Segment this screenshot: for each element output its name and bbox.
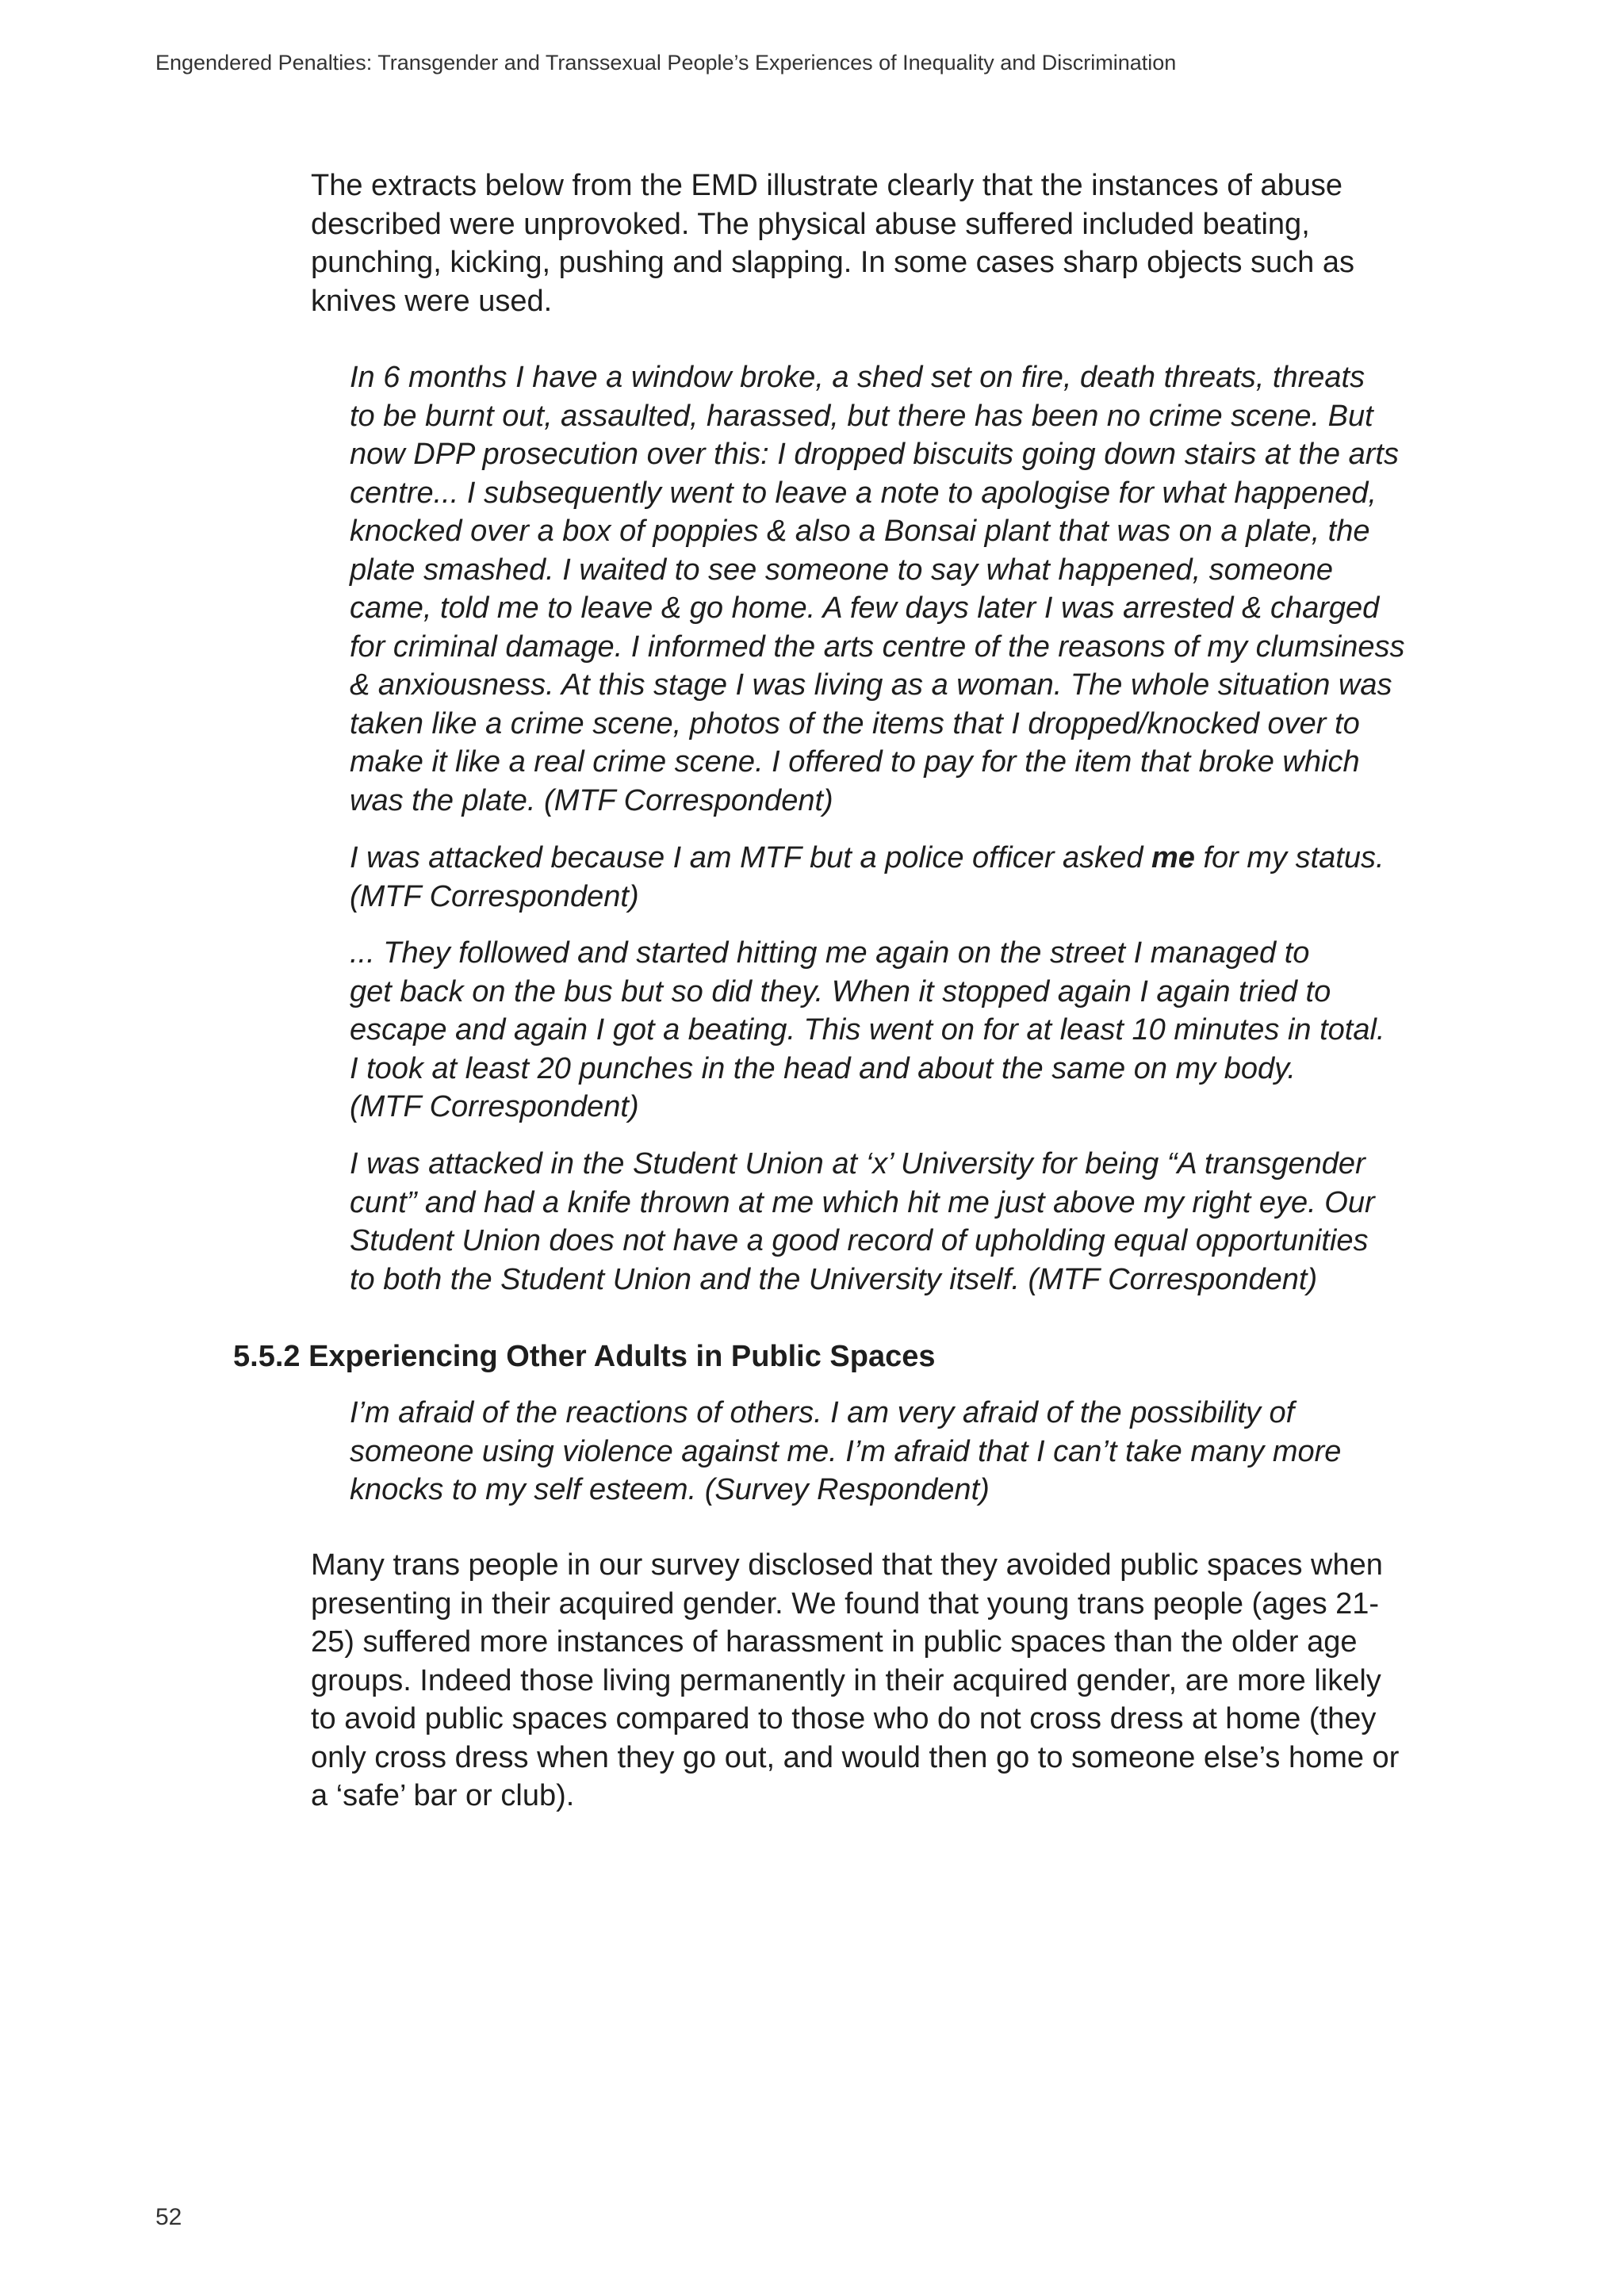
emphasis-text: me	[1151, 841, 1195, 874]
quote-line: get back on the bus but so did they. When it stopped again I again tried to	[350, 974, 1331, 1008]
quote-line: knocks to my self esteem. (Survey Respondent)	[350, 1473, 990, 1506]
quote-line: I was attacked in the Student Union at ‘x’ University for being “A transgender	[350, 1147, 1365, 1181]
quote-line: centre... I subsequently went to leave a note to apologise for what happened,	[350, 476, 1377, 510]
text-line: a ‘safe’ bar or club).	[311, 1779, 575, 1812]
quote-line: I took at least 20 punches in the head and about the same on my body.	[350, 1051, 1296, 1085]
quote-block	[350, 358, 1492, 820]
quote-line	[350, 839, 1492, 878]
quote-line: In 6 months I have a window broke, a shed set on fire, death threats, threats	[350, 361, 1365, 394]
text-line: 25) suffered more instances of harassment in public spaces than the older age	[311, 1625, 1358, 1659]
text-line: knives were used.	[311, 284, 553, 318]
running-header: Engendered Penalties: Transgender and Transsexual People’s Experiences of Inequality and Discrimination	[155, 51, 1177, 75]
closing-paragraph	[311, 1546, 1484, 1816]
intro-paragraph	[311, 166, 1484, 320]
quote-line: I’m afraid of the reactions of others. I am very afraid of the possibility of	[350, 1396, 1295, 1429]
quote-line: someone using violence against me. I’m afraid that I can’t take many more	[350, 1434, 1342, 1468]
text-line: presenting in their acquired gender. We found that young trans people (ages 21-	[311, 1586, 1380, 1621]
quote-line: came, told me to leave & go home. A few days later I was arrested & charged	[350, 591, 1380, 625]
quote-line: plate smashed. I waited to see someone to say what happened, someone	[350, 553, 1334, 587]
quote-line: ... They followed and started hitting me again on the street I managed to	[350, 936, 1310, 970]
text-line: Many trans people in our survey disclosed that they avoided public spaces when	[311, 1548, 1383, 1582]
quote-block	[350, 934, 1492, 1127]
quote-line: taken like a crime scene, photos of the items that I dropped/knocked over to	[350, 706, 1360, 740]
quote-block	[350, 1394, 1492, 1510]
text-line: groups. Indeed those living permanently in their acquired gender, are more likely	[311, 1663, 1381, 1697]
quote-text: for my status.	[1194, 841, 1385, 874]
quote-line: make it like a real crime scene. I offered to pay for the item that broke which	[350, 745, 1360, 779]
quote-block	[350, 1145, 1492, 1299]
text-line: The extracts below from the EMD illustrate clearly that the instances of abuse	[311, 169, 1343, 202]
quote-text: I was attacked because I am MTF but a police officer asked	[350, 841, 1152, 874]
quote-line: (MTF Correspondent)	[350, 879, 639, 913]
quote-line: knocked over a box of poppies & also a Bonsai plant that was on a plate, the	[350, 515, 1370, 548]
text-line: only cross dress when they go out, and would then go to someone else’s home or	[311, 1740, 1400, 1774]
text-line: punching, kicking, pushing and slapping. In some cases sharp objects such as	[311, 246, 1355, 279]
quote-line: (MTF Correspondent)	[350, 1090, 639, 1123]
quote-line: escape and again I got a beating. This went on for at least 10 minutes in total.	[350, 1013, 1385, 1047]
quote-line: now DPP prosecution over this: I dropped biscuits going down stairs at the arts	[350, 438, 1399, 471]
quote-line: to be burnt out, assaulted, harassed, but there has been no crime scene. But	[350, 399, 1373, 433]
page-number: 52	[155, 2204, 182, 2230]
quote-line: was the plate. (MTF Correspondent)	[350, 783, 833, 817]
quote-line: Student Union does not have a good record of upholding equal opportunities	[350, 1224, 1369, 1257]
text-line: described were unprovoked. The physical abuse suffered included beating,	[311, 207, 1310, 241]
quote-line: for criminal damage. I informed the arts centre of the reasons of my clumsiness	[350, 629, 1405, 664]
quote-block	[350, 839, 1492, 916]
text-line: to avoid public spaces compared to those who do not cross dress at home (they	[311, 1702, 1377, 1735]
quote-line: & anxiousness. At this stage I was living as a woman. The whole situation was	[350, 668, 1392, 702]
quote-line: to both the Student Union and the University itself. (MTF Correspondent)	[350, 1262, 1318, 1296]
quote-line: cunt” and had a knife thrown at me which hit me just above my right eye. Our	[350, 1185, 1375, 1219]
section-heading: 5.5.2 Experiencing Other Adults in Public Spaces	[233, 1340, 936, 1373]
